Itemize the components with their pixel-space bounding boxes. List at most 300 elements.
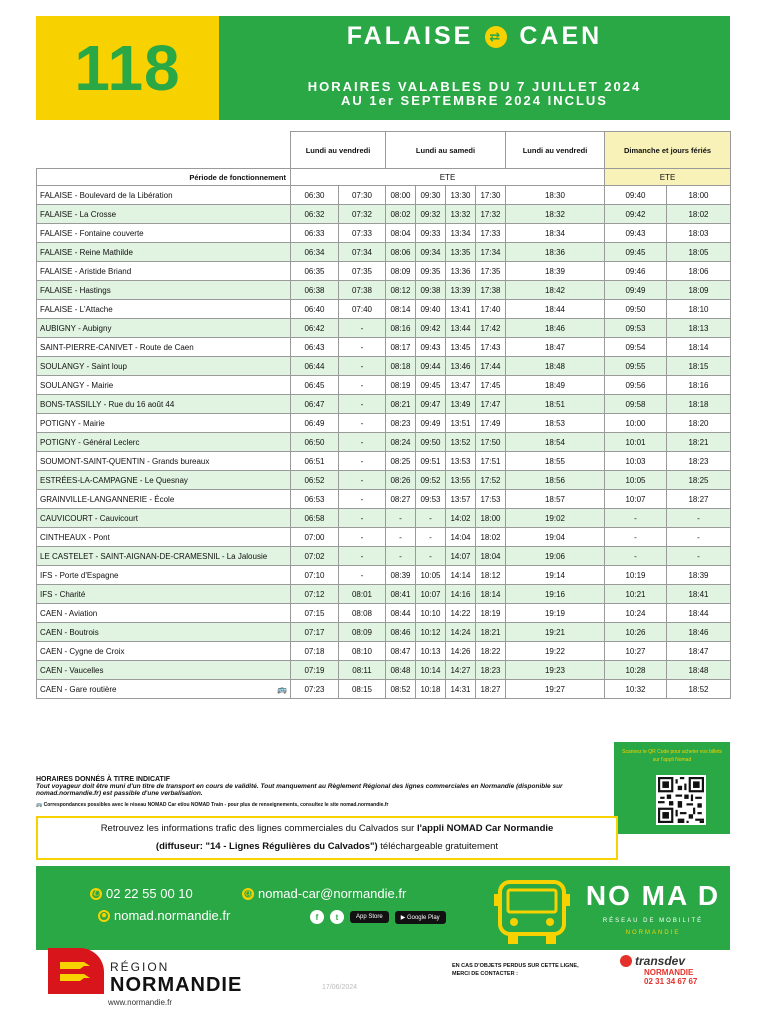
time-cell: 10:03	[605, 452, 667, 471]
time-cell: -	[339, 376, 386, 395]
time-cell: -	[339, 471, 386, 490]
time-cell: 09:43	[605, 224, 667, 243]
stop-city: AUBIGNY	[40, 323, 76, 333]
nomad-logo	[584, 880, 722, 936]
stop-separator: -	[52, 570, 60, 580]
time-cell: 18:56	[506, 471, 605, 490]
col-group-sunday: Dimanche et jours fériés	[605, 132, 731, 169]
time-cell: 13:46	[446, 357, 476, 376]
stop-name-cell	[37, 680, 291, 699]
time-cell: -	[667, 528, 731, 547]
time-cell: 18:46	[667, 623, 731, 642]
time-cell: 18:46	[506, 319, 605, 338]
time-cell: -	[605, 528, 667, 547]
table-row	[37, 642, 731, 661]
time-cell: 17:40	[476, 300, 506, 319]
time-cell: 19:22	[506, 642, 605, 661]
stop-name-cell	[37, 300, 291, 319]
timetable	[36, 131, 731, 699]
blank-corner	[37, 132, 291, 169]
time-cell: 08:14	[386, 300, 416, 319]
stop-name-cell	[37, 604, 291, 623]
stop-city: CAEN	[40, 627, 63, 637]
time-cell: 09:34	[416, 243, 446, 262]
time-cell: 18:42	[506, 281, 605, 300]
time-cell: 09:53	[605, 319, 667, 338]
time-cell: 09:45	[416, 376, 446, 395]
time-cell: 13:41	[446, 300, 476, 319]
stop-name-cell	[37, 471, 291, 490]
transdev-phone[interactable]: 02 31 34 67 67	[644, 977, 698, 986]
time-cell: 10:28	[605, 661, 667, 680]
time-cell: 17:45	[476, 376, 506, 395]
stop-city: FALAISE	[40, 209, 73, 219]
time-cell: 08:48	[386, 661, 416, 680]
table-row	[37, 338, 731, 357]
stop-name-cell	[37, 585, 291, 604]
stop-city: GRAINVILLE-LANGANNERIE	[40, 494, 148, 504]
stop-city: CAEN	[40, 608, 63, 618]
time-cell: 08:16	[386, 319, 416, 338]
stop-place: Hastings	[79, 285, 111, 295]
table-row	[37, 680, 731, 699]
stop-place: Porte d'Espagne	[59, 570, 119, 580]
time-cell: 18:36	[506, 243, 605, 262]
table-row	[37, 547, 731, 566]
qr-panel	[614, 742, 730, 834]
time-cell: 06:32	[291, 205, 339, 224]
time-cell: 10:00	[605, 414, 667, 433]
time-cell: 08:02	[386, 205, 416, 224]
table-row	[37, 661, 731, 680]
col-group-mon-sat: Lundi au samedi	[386, 132, 506, 169]
stop-name-cell	[37, 490, 291, 509]
leopards-icon	[56, 956, 96, 988]
time-cell: 09:52	[416, 471, 446, 490]
time-cell: 14:24	[446, 623, 476, 642]
social-links	[310, 910, 446, 924]
time-cell: 18:44	[506, 300, 605, 319]
notes-title: HORAIRES DONNÉS À TITRE INDICATIF	[36, 776, 171, 783]
google-play-label: Google Play	[406, 914, 440, 921]
traffic-info-box	[36, 816, 618, 860]
stop-city: IFS	[40, 589, 53, 599]
time-cell: 13:44	[446, 319, 476, 338]
time-cell: 17:47	[476, 395, 506, 414]
time-cell: 07:15	[291, 604, 339, 623]
stop-city: FALAISE	[40, 190, 73, 200]
stop-separator: -	[84, 380, 92, 390]
stop-city: CAEN	[40, 665, 63, 675]
time-cell: 14:16	[446, 585, 476, 604]
time-cell: 09:53	[416, 490, 446, 509]
table-row	[37, 300, 731, 319]
time-cell: 18:41	[667, 585, 731, 604]
time-cell: -	[667, 547, 731, 566]
stop-city: SOULANGY	[40, 380, 85, 390]
swap-arrows-icon: ⇄	[485, 26, 507, 48]
time-cell: 06:50	[291, 433, 339, 452]
table-row	[37, 471, 731, 490]
time-cell: 09:50	[416, 433, 446, 452]
table-row	[37, 376, 731, 395]
time-cell: 13:36	[446, 262, 476, 281]
time-cell: 08:17	[386, 338, 416, 357]
time-cell: 06:34	[291, 243, 339, 262]
route-destination: CAEN	[519, 22, 603, 50]
stop-name-cell	[37, 243, 291, 262]
stop-city: SOUMONT-SAINT-QUENTIN	[40, 456, 145, 466]
stop-separator: -	[72, 304, 80, 314]
validity-period	[219, 80, 730, 108]
stop-separator: -	[86, 532, 94, 542]
stop-separator: -	[52, 589, 60, 599]
time-cell: 06:35	[291, 262, 339, 281]
time-cell: 09:49	[605, 281, 667, 300]
time-cell: 19:04	[506, 528, 605, 547]
time-cell: 10:05	[416, 566, 446, 585]
time-cell: 09:38	[416, 281, 446, 300]
stop-separator: -	[84, 361, 92, 371]
time-cell: 17:44	[476, 357, 506, 376]
time-cell: 09:30	[416, 186, 446, 205]
stop-city: FALAISE	[40, 228, 73, 238]
stop-name-cell	[37, 528, 291, 547]
table-row	[37, 604, 731, 623]
time-cell: 09:42	[605, 205, 667, 224]
time-cell: 09:49	[416, 414, 446, 433]
stop-place: Vaucelles	[69, 665, 104, 675]
time-cell: -	[416, 547, 446, 566]
stop-separator: -	[144, 456, 152, 466]
time-cell: 13:45	[446, 338, 476, 357]
stop-city: LE CASTELET	[40, 551, 94, 561]
time-cell: 18:05	[667, 243, 731, 262]
stop-name-cell	[37, 357, 291, 376]
time-cell: 18:02	[476, 528, 506, 547]
time-cell: 14:22	[446, 604, 476, 623]
region-label: RÉGION	[110, 960, 170, 974]
time-cell: 07:10	[291, 566, 339, 585]
time-cell: 13:30	[446, 186, 476, 205]
region-website[interactable]: www.normandie.fr	[108, 998, 173, 1007]
notes-body: Tout voyageur doit être muni d'un titre de transport en cours de validité. Tout manquement au Règlement Régional des lignes commerciales en Normandie (disponible sur nomad.normandie.fr) est passible d'une verbalisation.	[36, 783, 563, 797]
time-cell: 09:56	[605, 376, 667, 395]
stop-separator: -	[62, 608, 69, 618]
time-cell: -	[667, 509, 731, 528]
stop-place: Mairie	[82, 418, 105, 428]
time-cell: -	[339, 414, 386, 433]
stop-place: Charité	[59, 589, 86, 599]
time-cell: 18:06	[667, 262, 731, 281]
time-cell: -	[339, 433, 386, 452]
time-cell: 18:57	[506, 490, 605, 509]
stop-city: FALAISE	[40, 304, 73, 314]
diffuser-name: (diffuseur: "14 - Lignes Régulières du Calvados")	[155, 841, 378, 852]
time-cell: 13:51	[446, 414, 476, 433]
nomad-region: NORMANDIE	[625, 930, 681, 936]
col-group-weekdays: Lundi au vendredi	[291, 132, 386, 169]
region-name: NORMANDIE	[110, 974, 243, 996]
qr-code-icon[interactable]	[656, 775, 706, 825]
time-cell: 10:19	[605, 566, 667, 585]
time-cell: 13:34	[446, 224, 476, 243]
time-cell: 06:38	[291, 281, 339, 300]
table-row	[37, 414, 731, 433]
stop-separator: -	[137, 475, 145, 485]
app-store-badge[interactable]	[350, 911, 389, 923]
table-row	[37, 509, 731, 528]
transdev-brand	[620, 954, 730, 968]
time-cell: 06:30	[291, 186, 339, 205]
time-cell: 10:12	[416, 623, 446, 642]
lost-items-line-2: MERCI DE CONTACTER :	[452, 971, 518, 977]
stop-separator: -	[101, 399, 109, 409]
time-cell: 18:25	[667, 471, 731, 490]
stop-place: SAINT-AIGNAN-DE-CRAMESNIL - La Jalousie	[100, 551, 268, 561]
time-cell: 17:38	[476, 281, 506, 300]
nomad-wordmark: NO MA D	[585, 880, 721, 911]
transdev-icon	[620, 955, 632, 967]
table-row	[37, 452, 731, 471]
table-row	[37, 281, 731, 300]
validity-line-1: HORAIRES VALABLES DU 7 JUILLET 2024	[307, 79, 642, 94]
stop-city: FALAISE	[40, 285, 73, 295]
facebook-icon[interactable]: f	[310, 910, 324, 924]
time-cell: 09:33	[416, 224, 446, 243]
time-cell: 18:47	[667, 642, 731, 661]
time-cell: 07:38	[339, 281, 386, 300]
stop-city: POTIGNY	[40, 418, 76, 428]
time-cell: 07:35	[339, 262, 386, 281]
time-cell: 09:55	[605, 357, 667, 376]
time-cell: 08:21	[386, 395, 416, 414]
email-address: nomad-car@normandie.fr	[258, 886, 407, 901]
time-cell: 18:03	[667, 224, 731, 243]
time-cell: 18:09	[667, 281, 731, 300]
time-cell: 14:04	[446, 528, 476, 547]
time-cell: 19:21	[506, 623, 605, 642]
time-cell: 07:40	[339, 300, 386, 319]
stop-city: SAINT-PIERRE-CANIVET	[40, 342, 133, 352]
period-label: Période de fonctionnement	[37, 169, 291, 186]
phone-contact[interactable]	[90, 886, 193, 901]
document-date: 17/06/2024	[322, 984, 358, 991]
time-cell: 09:47	[416, 395, 446, 414]
route-title	[219, 22, 730, 51]
time-cell: 18:53	[506, 414, 605, 433]
time-cell: 18:48	[506, 357, 605, 376]
stop-name-cell	[37, 642, 291, 661]
lost-items-note	[452, 962, 579, 978]
stop-name-cell	[37, 281, 291, 300]
time-cell: 09:58	[605, 395, 667, 414]
traffic-info-text-2: téléchargeable gratuitement	[377, 841, 499, 852]
app-store-label: App Store	[356, 914, 383, 920]
time-cell: 19:27	[506, 680, 605, 699]
time-cell: -	[339, 357, 386, 376]
time-cell: 17:42	[476, 319, 506, 338]
stop-name-cell	[37, 205, 291, 224]
time-cell: 07:19	[291, 661, 339, 680]
time-cell: 17:30	[476, 186, 506, 205]
stop-name-cell	[37, 319, 291, 338]
time-cell: -	[605, 547, 667, 566]
time-cell: 18:04	[476, 547, 506, 566]
table-row	[37, 224, 731, 243]
time-cell: 14:14	[446, 566, 476, 585]
stop-place: Boutrois	[69, 627, 99, 637]
time-cell: 13:39	[446, 281, 476, 300]
time-cell: 18:39	[506, 262, 605, 281]
twitter-icon[interactable]: t	[330, 910, 344, 924]
stop-place: Saint loup	[91, 361, 128, 371]
time-cell: 18:51	[506, 395, 605, 414]
table-row	[37, 566, 731, 585]
route-origin: FALAISE	[346, 22, 474, 50]
bus-icon	[494, 874, 570, 948]
email-contact[interactable]	[242, 886, 406, 901]
stop-city: IFS	[40, 570, 53, 580]
time-cell: -	[339, 490, 386, 509]
time-cell: 18:18	[667, 395, 731, 414]
website-contact[interactable]	[98, 908, 230, 923]
stop-separator: -	[92, 513, 100, 523]
stop-place: Général Leclerc	[82, 437, 140, 447]
qr-instructions: Scannez le QR Code pour acheter vos billets sur l'appli Nomad	[622, 749, 722, 763]
time-cell: 07:30	[339, 186, 386, 205]
time-cell: 18:47	[506, 338, 605, 357]
stop-place: Reine Mathilde	[79, 247, 133, 257]
time-cell: 13:32	[446, 205, 476, 224]
stop-place: Grands bureaux	[152, 456, 210, 466]
stop-city: FALAISE	[40, 266, 73, 276]
time-cell: 10:05	[605, 471, 667, 490]
time-cell: 06:40	[291, 300, 339, 319]
time-cell: 13:47	[446, 376, 476, 395]
stop-place: Boulevard de la Libération	[79, 190, 173, 200]
correspondences-note	[36, 802, 606, 808]
time-cell: 18:52	[667, 680, 731, 699]
time-cell: 18:19	[476, 604, 506, 623]
time-cell: 18:27	[476, 680, 506, 699]
time-cell: 18:44	[667, 604, 731, 623]
time-cell: -	[339, 528, 386, 547]
correspondence-icon: 🚌	[277, 684, 287, 694]
stop-city: FALAISE	[40, 247, 73, 257]
time-cell: 08:06	[386, 243, 416, 262]
time-cell: 10:18	[416, 680, 446, 699]
time-cell: 09:54	[605, 338, 667, 357]
stop-place: Fontaine couverte	[79, 228, 144, 238]
line-number-badge: 118	[36, 16, 219, 120]
table-row	[37, 357, 731, 376]
time-cell: 10:27	[605, 642, 667, 661]
stop-name-cell	[37, 186, 291, 205]
stop-place: Le Quesnay	[144, 475, 188, 485]
time-cell: 18:30	[506, 186, 605, 205]
phone-icon: ✆	[91, 888, 101, 899]
route-block	[219, 16, 730, 120]
time-cell: -	[339, 547, 386, 566]
time-cell: 07:02	[291, 547, 339, 566]
time-cell: 18:23	[476, 661, 506, 680]
phone-number: 02 22 55 00 10	[106, 886, 193, 901]
table-row	[37, 205, 731, 224]
period-main: ETE	[291, 169, 605, 186]
stop-city: SOULANGY	[40, 361, 85, 371]
time-cell: 06:52	[291, 471, 339, 490]
time-cell: 06:33	[291, 224, 339, 243]
time-cell: 19:02	[506, 509, 605, 528]
time-cell: -	[339, 319, 386, 338]
time-cell: 09:35	[416, 262, 446, 281]
time-cell: 17:33	[476, 224, 506, 243]
time-cell: -	[339, 509, 386, 528]
time-cell: 19:23	[506, 661, 605, 680]
time-cell: 10:13	[416, 642, 446, 661]
time-cell: 07:32	[339, 205, 386, 224]
stop-separator: -	[62, 684, 70, 694]
time-cell: 10:26	[605, 623, 667, 642]
time-cell: 06:49	[291, 414, 339, 433]
time-cell: 10:24	[605, 604, 667, 623]
time-cell: 17:35	[476, 262, 506, 281]
stop-city: ESTRÉES-LA-CAMPAGNE	[40, 475, 138, 485]
stop-separator: -	[75, 323, 83, 333]
table-row	[37, 490, 731, 509]
time-cell: 09:46	[605, 262, 667, 281]
time-cell: 10:07	[605, 490, 667, 509]
stop-name-cell	[37, 414, 291, 433]
time-cell: 14:07	[446, 547, 476, 566]
time-cell: 08:52	[386, 680, 416, 699]
time-cell: 10:14	[416, 661, 446, 680]
stop-place: Gare routière	[69, 684, 117, 694]
email-icon: @	[242, 888, 254, 899]
stop-name-cell	[37, 395, 291, 414]
time-cell: 09:43	[416, 338, 446, 357]
time-cell: 18:20	[667, 414, 731, 433]
google-play-badge[interactable]: ▶ Google Play	[395, 911, 446, 924]
time-cell: 18:34	[506, 224, 605, 243]
time-cell: 06:58	[291, 509, 339, 528]
stop-separator: -	[62, 646, 70, 656]
stop-separator: -	[72, 285, 80, 295]
time-cell: 18:13	[667, 319, 731, 338]
traffic-info-line-2	[38, 838, 616, 856]
table-row	[37, 395, 731, 414]
time-cell: 06:47	[291, 395, 339, 414]
time-cell: 10:01	[605, 433, 667, 452]
time-cell: 08:26	[386, 471, 416, 490]
stop-name-cell	[37, 509, 291, 528]
table-row	[37, 528, 731, 547]
time-cell: 06:42	[291, 319, 339, 338]
traffic-info-line-1	[38, 820, 616, 838]
time-cell: 13:49	[446, 395, 476, 414]
time-cell: 08:39	[386, 566, 416, 585]
time-cell: 18:55	[506, 452, 605, 471]
time-cell: 09:51	[416, 452, 446, 471]
time-cell: 07:00	[291, 528, 339, 547]
stop-city: CAEN	[40, 684, 63, 694]
footer	[36, 866, 730, 950]
time-cell: -	[416, 509, 446, 528]
time-cell: 10:21	[605, 585, 667, 604]
time-cell: 09:32	[416, 205, 446, 224]
stop-name-cell	[37, 262, 291, 281]
